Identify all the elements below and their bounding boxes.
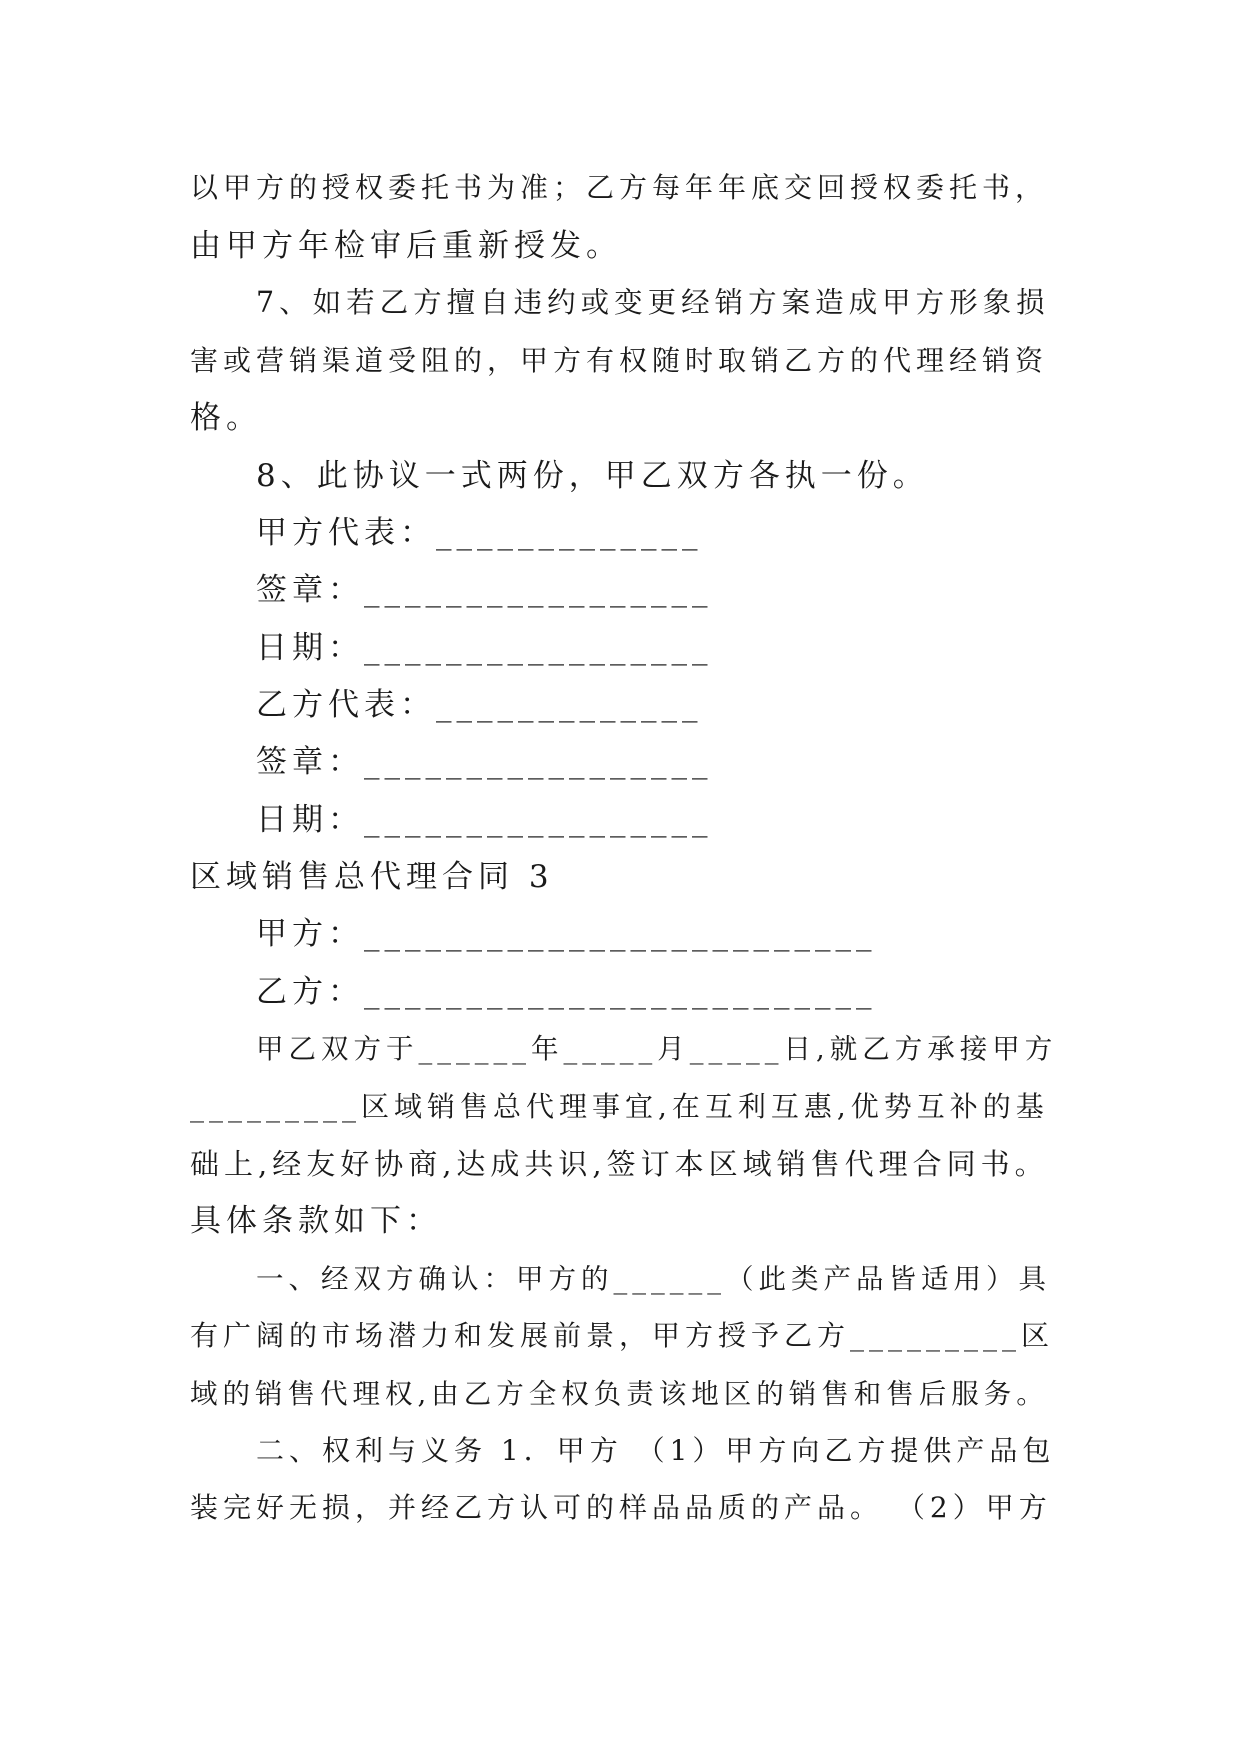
party-a-field: 甲方：_________________________ (256, 916, 877, 952)
text-line: 由甲方年检审后重新授发。 (190, 228, 622, 264)
party-a-representative-field: 甲方代表：_____________ (256, 515, 703, 551)
text-line: 础上,经友好协商,达成共识,签订本区域销售代理合同书。 (190, 1147, 1049, 1181)
party-b-date-field: 日期：_________________ (256, 802, 713, 838)
contract-title: 区域销售总代理合同 3 (190, 859, 554, 895)
text-line: 有广阔的市场潜力和发展前景，甲方授予乙方_________区 (190, 1319, 1055, 1352)
party-b-representative-field: 乙方代表：_____________ (256, 687, 703, 723)
clause-7-line: 7、如若乙方擅自违约或变更经销方案造成甲方形象损 (256, 286, 1050, 319)
party-b-field: 乙方：_________________________ (256, 974, 877, 1010)
clause-8-line: 8、此协议一式两份，甲乙双方各执一份。 (256, 458, 929, 494)
text-line: 具体条款如下： (190, 1203, 442, 1239)
section-1-line: 一、经双方确认：甲方的______（此类产品皆适用）具 (256, 1263, 1051, 1295)
party-a-seal-field: 签章：_________________ (256, 572, 713, 608)
party-b-seal-field: 签章：_________________ (256, 744, 713, 780)
text-line: 域的销售代理权,由乙方全权负责该地区的销售和售后服务。 (190, 1378, 1049, 1410)
text-line: 害或营销渠道受阻的，甲方有权随时取销乙方的代理经销资 (190, 344, 1049, 377)
text-line: 装完好无损，并经乙方认可的样品品质的产品。 （2）甲方 (190, 1491, 1052, 1524)
text-line: 格。 (190, 400, 262, 436)
text-line: _________区域销售总代理事宜,在互利互惠,优势互补的基 (190, 1090, 1049, 1123)
party-a-date-field: 日期：_________________ (256, 630, 713, 666)
text-line: 甲乙双方于______年_____月_____日,就乙方承接甲方 (256, 1033, 1058, 1065)
text-line: 以甲方的授权委托书为准；乙方每年年底交回授权委托书， (190, 171, 1049, 204)
section-2-line: 二、权利与义务 1．甲方 （1）甲方向乙方提供产品包 (256, 1434, 1056, 1467)
